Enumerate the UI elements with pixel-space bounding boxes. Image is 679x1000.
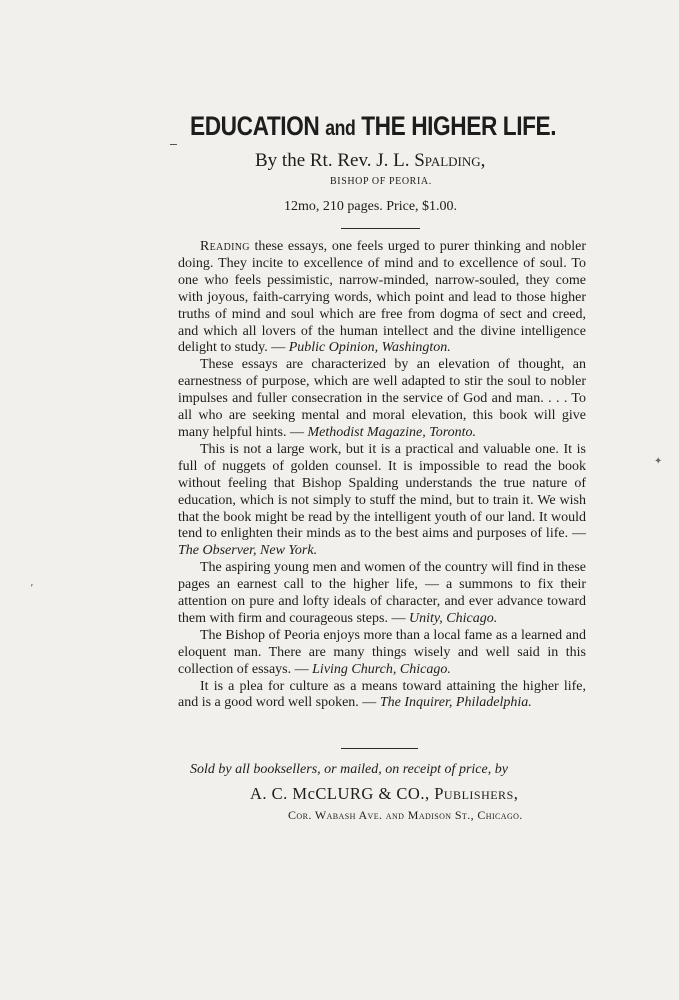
author-name: Spalding [414, 150, 481, 171]
review-text: The Bishop of Peoria enjoys more than a local fame as a learned and eloquent man. There are many things wisely and well said in this collection of essays. — [178, 627, 586, 677]
review-lead: Reading [200, 239, 250, 254]
review-source: Public Opinion, Washington. [288, 340, 451, 356]
review-paragraph [178, 239, 586, 357]
margin-dash [170, 144, 177, 145]
review-paragraph [178, 628, 586, 679]
edition-price: 12mo, 210 pages. Price, $1.00. [284, 199, 458, 214]
title-part1: EDUCATION [190, 111, 326, 141]
title-part2: THE HIGHER LIFE. [355, 111, 557, 141]
author-title: BISHOP OF PEORIA. [330, 176, 432, 187]
review-text: The aspiring young men and women of the country will find in these pages an earnest call to the higher life, — a summons to fix their attention on pure and lofty ideals of character, and ever advance toward them with firm and courageous steps. — [178, 560, 586, 626]
byline-prefix: By the Rt. Rev. J. L. [255, 150, 415, 171]
review-paragraph [178, 357, 586, 442]
publisher-address: Cor. Wabash Ave. and Madison St., Chicago. [288, 808, 523, 822]
sold-by-line: Sold by all booksellers, or mailed, on receipt of price, by [190, 762, 508, 777]
review-source: Methodist Magazine, Toronto. [307, 424, 477, 440]
author-byline [255, 150, 485, 172]
publisher-firm: A. C. McCLURG & CO., [250, 784, 435, 803]
review-text: This is not a large work, but it is a practical and valuable one. It is full of nuggets of golden counsel. It is impossible to read the book without feeling that Bishop Spalding understands the true nature of education, which is not simply to stuff the mind, but to train it. We wish that the book might be read by the intelligent youth of our land. It would tend to enlighten their minds as to the best aims and purposes of life. — [178, 441, 586, 542]
review-paragraph [178, 442, 586, 560]
review-source: The Inquirer, Philadelphia. [379, 695, 532, 711]
book-title [190, 109, 557, 146]
review-text: It is a plea for culture as a means toward attaining the higher life, and is a good word well spoken. — [178, 678, 586, 711]
review-text: These essays are characterized by an elevation of thought, an earnestness of purpose, which are well adapted to stir the soul to nobler impulses and fuller consecration in the service of God and man. . . . To all who are seeking mental and moral elevation, this book will give many helpful hints. — [178, 357, 586, 440]
review-source: The Observer, New York. [178, 543, 318, 559]
title-and: and [325, 117, 356, 140]
review-source: Living Church, Chicago. [312, 661, 451, 677]
publisher-label: Publishers [434, 784, 514, 803]
review-text: these essays, one feels urged to purer thinking and nobler doing. They incite to excellence of mind and to excellence of soul. To one who feels pessimistic, narrow-minded, narrow-souled, they come with joyous, faith-carrying words, which point and lead to those higher truths of mind and soul which are free from dogma of sect and creed, and which all lovers of the human intellect and the divine intelligence delight to study. — [178, 239, 586, 356]
publisher-suffix: , [513, 784, 519, 803]
review-paragraph [178, 560, 586, 628]
byline-suffix: , [480, 150, 486, 171]
margin-tick-icon: ’ [30, 582, 34, 595]
review-paragraph [178, 679, 586, 713]
reviews-block [178, 239, 586, 712]
divider-bottom [341, 748, 418, 749]
divider-top [341, 228, 420, 229]
margin-speck-icon: ✦ [654, 456, 663, 467]
review-source: Unity, Chicago. [408, 610, 498, 626]
publisher-name [250, 784, 518, 804]
